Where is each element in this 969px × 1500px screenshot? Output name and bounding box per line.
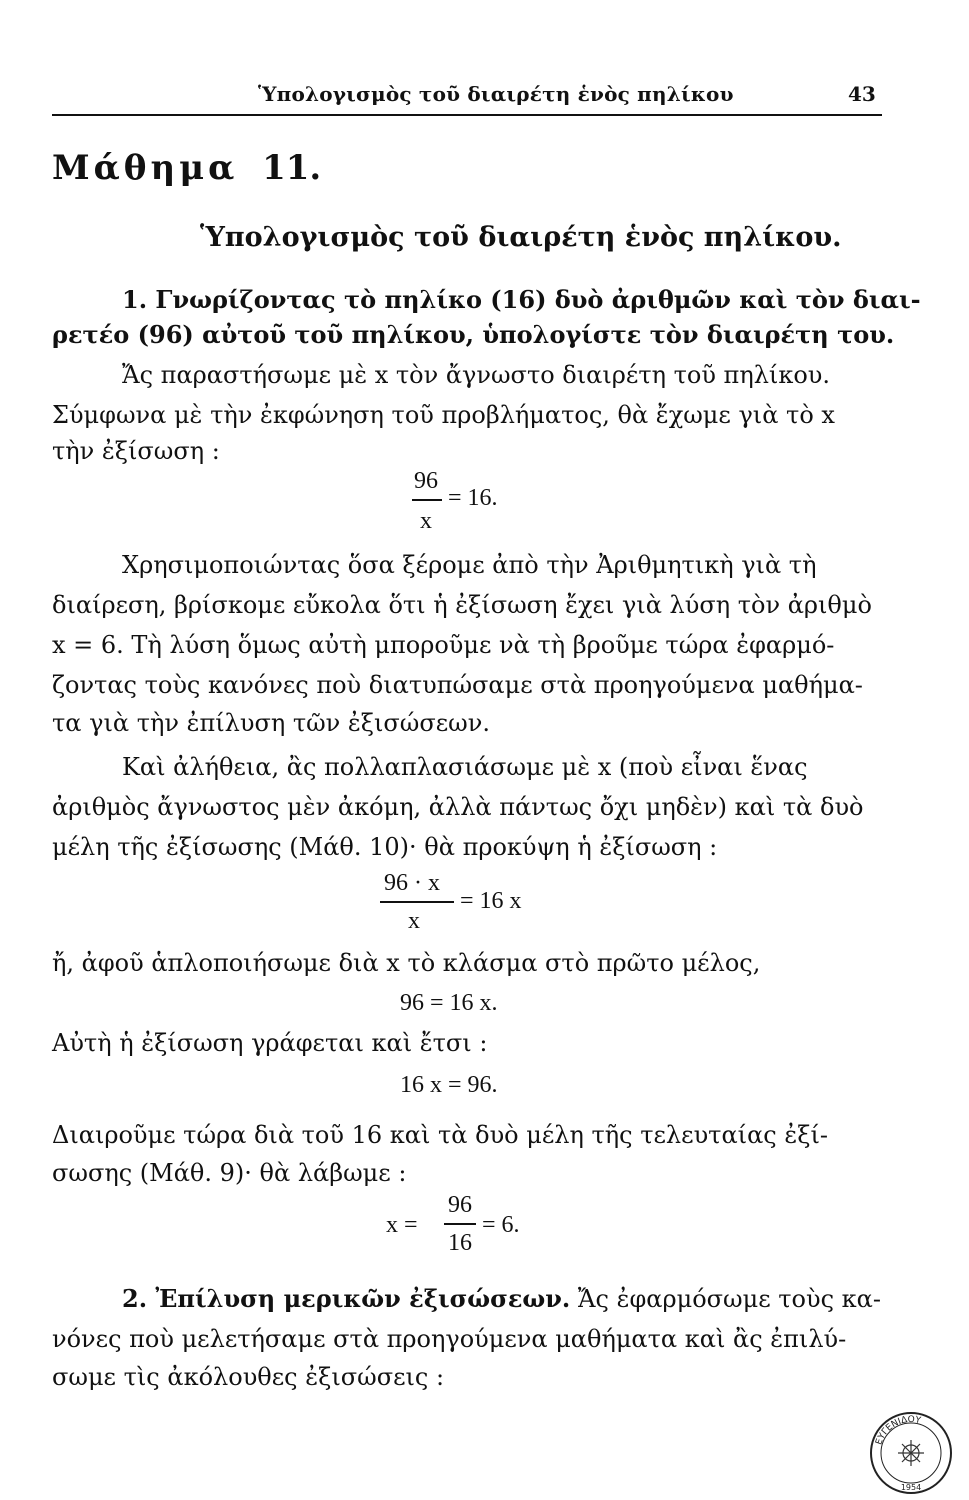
text-line: Διαιροῦμε τώρα διὰ τοῦ 16 καὶ τὰ δυὸ μέλη τῆς τελευταίας ἐξί- bbox=[52, 1121, 828, 1149]
eq1-numerator: 96 bbox=[414, 468, 438, 494]
text-line: ἀριθμὸς ἄγνωστος μὲν ἀκόμη, ἀλλὰ πάντως ὄχι μηδὲν) καὶ τὰ δυὸ bbox=[52, 793, 864, 821]
text-line: διαίρεση, βρίσκομε εὔκολα ὅτι ἡ ἐξίσωση ἔχει γιὰ λύση τὸν ἀριθμὸ bbox=[52, 591, 872, 619]
lesson-label: Μάθημα bbox=[52, 148, 239, 188]
text-line: Χρησιμοποιώντας ὅσα ξέρομε ἀπὸ τὴν Ἀριθμητικὴ γιὰ τὴ bbox=[122, 551, 817, 579]
text-line: Σύμφωνα μὲ τὴν ἐκφώνηση τοῦ προβλήματος, θὰ ἔχωμε γιὰ τὸ x bbox=[52, 401, 835, 429]
eq1-denominator: x bbox=[420, 508, 432, 534]
eq2-numerator: 96 · x bbox=[384, 870, 440, 896]
publisher-seal bbox=[868, 1410, 954, 1496]
text-line: τὴν ἐξίσωση : bbox=[52, 437, 220, 465]
section-2-heading: 2. Ἐπίλυση μερικῶν ἐξισώσεων. bbox=[122, 1284, 571, 1313]
eq5-fraction-bar bbox=[444, 1223, 476, 1225]
text-line: τα γιὰ τὴν ἐπίλυση τῶν ἐξισώσεων. bbox=[52, 709, 490, 737]
page-number: 43 bbox=[848, 82, 876, 106]
equation-3: 96 = 16 x. bbox=[400, 990, 498, 1016]
running-title: Ὑπολογισμὸς τοῦ διαιρέτη ἑνὸς πηλίκου bbox=[258, 82, 734, 106]
eq1-rhs: = 16. bbox=[448, 485, 498, 511]
eq5-lhs: x = bbox=[386, 1212, 418, 1238]
lesson-title: Ὑπολογισμὸς τοῦ διαιρέτη ἑνὸς πηλίκου. bbox=[200, 222, 842, 253]
section-2-line-1 bbox=[122, 1284, 882, 1314]
lesson-number: 11. bbox=[262, 148, 322, 188]
text-line: σωσης (Μάθ. 9)· θὰ λάβωμε : bbox=[52, 1159, 407, 1187]
text-line: σωμε τὶς ἀκόλουθες ἐξισώσεις : bbox=[52, 1363, 445, 1391]
equation-4: 16 x = 96. bbox=[400, 1072, 498, 1098]
text-line: Καὶ ἀλήθεια, ἂς πολλαπλασιάσωμε μὲ x (ποὺ εἶναι ἕνας bbox=[122, 753, 808, 781]
eq5-numerator: 96 bbox=[448, 1192, 472, 1218]
problem-line-1: 1. Γνωρίζοντας τὸ πηλίκο (16) δυὸ ἀριθμῶν καὶ τὸν διαι- bbox=[122, 285, 921, 314]
eq2-denominator: x bbox=[408, 908, 420, 934]
problem-line-2: ρετέο (96) αὐτοῦ τοῦ πηλίκου, ὑπολογίστε τὸν διαιρέτη του. bbox=[52, 320, 895, 349]
seal-year: 1954 bbox=[900, 1483, 922, 1492]
eq2-rhs: = 16 x bbox=[460, 888, 522, 914]
text-line: μέλη τῆς ἐξίσωσης (Μάθ. 10)· θὰ προκύψη ἡ ἐξίσωση : bbox=[52, 833, 718, 861]
eq1-fraction-bar bbox=[412, 499, 442, 501]
text-line: x = 6. Τὴ λύση ὅμως αὐτὴ μποροῦμε νὰ τὴ βροῦμε τώρα ἐφαρμό- bbox=[52, 631, 835, 659]
seal-text: ΕΥΓΕΝΙΔΟΥ bbox=[874, 1414, 922, 1447]
header-rule bbox=[52, 114, 882, 116]
text-line: ζοντας τοὺς κανόνες ποὺ διατυπώσαμε στὰ προηγούμενα μαθήμα- bbox=[52, 671, 863, 699]
text-line: νόνες ποὺ μελετήσαμε στὰ προηγούμενα μαθήματα καὶ ἂς ἐπιλύ- bbox=[52, 1325, 847, 1353]
text-line: ἤ, ἀφοῦ ἁπλοποιήσωμε διὰ x τὸ κλάσμα στὸ πρῶτο μέλος, bbox=[52, 949, 761, 977]
section-2-text: Ἄς ἐφαρμόσωμε τοὺς κα- bbox=[570, 1285, 881, 1313]
svg-text:ΕΥΓΕΝΙΔΟΥ bbox=[874, 1415, 922, 1446]
eq5-denominator: 16 bbox=[448, 1230, 472, 1256]
text-line: Αὐτὴ ἡ ἐξίσωση γράφεται καὶ ἔτσι : bbox=[52, 1029, 488, 1057]
text-line: Ἄς παραστήσωμε μὲ x τὸν ἄγνωστο διαιρέτη τοῦ πηλίκου. bbox=[122, 361, 830, 389]
lesson-heading bbox=[52, 148, 321, 188]
eq5-rhs: = 6. bbox=[482, 1212, 520, 1238]
eq2-fraction-bar bbox=[380, 901, 454, 903]
